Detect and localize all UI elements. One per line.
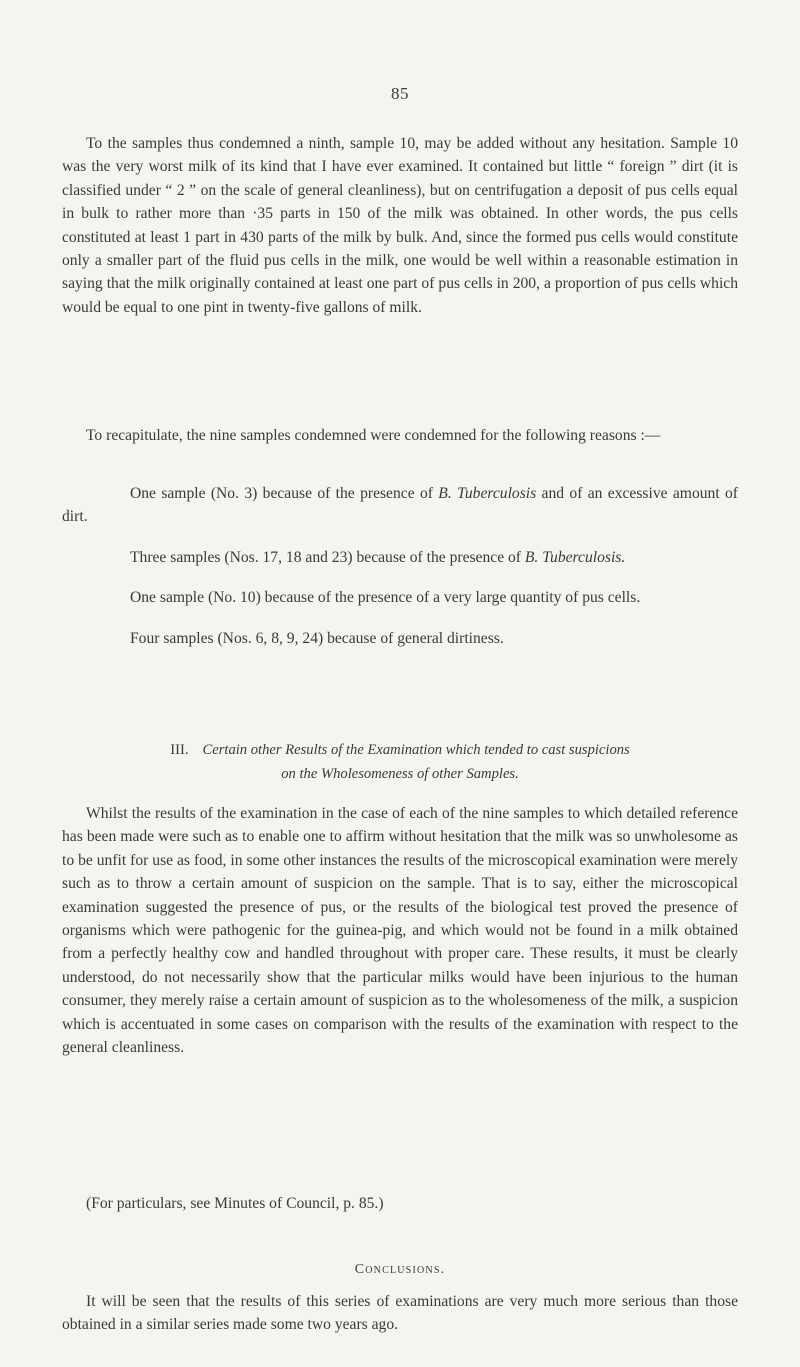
section-number: III. (170, 742, 189, 758)
reason-item-1: One sample (No. 3) because of the presence of B. Tuberculosis and of an excessive amount of dirt. (62, 485, 738, 526)
paragraph-text: It will be seen that the results of this series of examinations are very much more serious than those obtained in a similar series made some two years ago. (62, 1293, 738, 1334)
paragraph-recapitulate (62, 424, 738, 447)
paragraph-sample-10 (62, 132, 738, 319)
reason-item-4: Four samples (Nos. 6, 8, 9, 24) because of general dirtiness. (130, 629, 504, 647)
reason-item-3: One sample (No. 10) because of the presence of a very large quantity of pus cells. (130, 589, 641, 607)
paragraph-conclusions (62, 1290, 738, 1337)
reason-list (62, 482, 738, 650)
organism-name: B. Tuberculosis (438, 485, 537, 502)
page-number: 85 (391, 84, 409, 103)
section-heading (62, 738, 738, 786)
conclusions-heading: Conclusions. (354, 1262, 446, 1277)
paragraph-suspicion (62, 802, 738, 1059)
reason-item-2: Three samples (Nos. 17, 18 and 23) because of the presence of B. Tuberculosis. (130, 548, 626, 566)
paragraph-text: To recapitulate, the nine samples condemned were condemned for the following reasons :— (86, 427, 661, 444)
paragraph-text: To the samples thus condemned a ninth, sample 10, may be added without any hesitation. Sample 10 was the very worst milk of its kind that I have ever examined. It contained but little “ foreign ” dirt (it is classified under “ 2 ” on the scale of general cleanliness), but on centrifugation a deposit of pus cells equal in bulk to rather more than ·35 parts in 150 of the milk was obtained. In other words, the pus cells constituted at least 1 part in 430 parts of the milk by bulk. And, since the formed pus cells would constitute only a smaller part of the fluid pus cells in the milk, one would be well within a reasonable estimation in saying that the milk originally contained at least one part of pus cells in 200, a proportion of pus cells which would be equal to one pint in twenty-five gallons of milk. (62, 135, 738, 316)
section-heading-line-2: on the Wholesomeness of other Samples. (281, 766, 519, 782)
section-heading-line-1: III. Certain other Results of the Examination which tended to cast suspicions (170, 742, 630, 758)
paragraph-text: Whilst the results of the examination in the case of each of the nine samples to which detailed reference has been made were such as to enable one to affirm without hesitation that the milk was so unwholesome as to be unfit for use as food, in some other instances the results of the microscopical examination were merely such as to throw a certain amount of suspicion on the sample. That is to say, either the microscopical examination suggested the presence of pus, or the results of the biological test proved the presence of organisms which were pathogenic for the guinea-pig, and which would not be found in a milk obtained from a perfectly healthy cow and handled throughout with proper care. These results, it must be clearly understood, do not necessarily show that the particular milks would have been injurious to the human consumer, they merely raise a certain amount of suspicion as to the wholesomeness of the milk, a suspicion which is accentuated in some cases on comparison with the results of the examination with respect to the general cleanliness. (62, 805, 738, 1057)
paragraph-particulars (62, 1192, 738, 1215)
paragraph-text: (For particulars, see Minutes of Council, p. 85.) (86, 1195, 384, 1212)
organism-name: B. Tuberculosis. (524, 548, 626, 566)
